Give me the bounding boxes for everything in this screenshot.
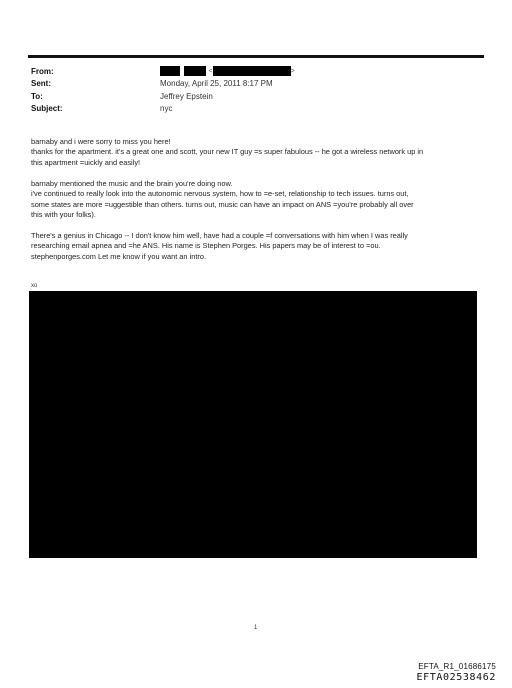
redaction-block	[29, 291, 477, 558]
sent-label: Sent:	[31, 79, 51, 89]
body-line: researching email apnea and =he ANS. His name is Stephen Porges. His papers may be of interest to =ou.	[31, 241, 381, 251]
to-value: Jeffrey Epstein	[160, 91, 213, 101]
from-row	[31, 66, 471, 78]
from-label: From:	[31, 67, 54, 76]
from-angle-open: <	[208, 68, 213, 75]
header-divider	[28, 55, 484, 58]
signoff: xo	[31, 283, 38, 289]
body-line: thanks for the apartment. it's a great one and scott, your new IT guy =s super fabulous -- he got a wireless network up in	[31, 147, 424, 157]
subject-value: nyc	[160, 103, 173, 113]
email-header	[31, 66, 471, 115]
redaction-from-email	[213, 66, 291, 76]
sent-row	[31, 78, 471, 90]
body-line: There's a genius in Chicago -- I don't know him well, have had a couple =f conversations with him when I was really	[31, 230, 408, 240]
to-label: To:	[31, 91, 43, 101]
from-angle-close: >	[290, 68, 295, 75]
body-paragraph-2	[31, 179, 486, 221]
subject-row	[31, 103, 471, 115]
body-line: barnaby and i were sorry to miss you here!	[31, 137, 171, 146]
redaction-from-second	[184, 66, 206, 76]
body-paragraph-3	[31, 231, 486, 262]
body-line: some states are more =uggestible than others. turns out, music can have an impact on ANS =you're probably all over	[31, 199, 414, 209]
document-id-secondary: EFTA02538462	[416, 672, 496, 683]
from-value	[160, 66, 295, 78]
body-paragraph-1	[31, 137, 486, 168]
body-line: this apartment =uickly and easily!	[31, 157, 141, 167]
body-line: this with your folks).	[31, 209, 96, 219]
document-id-primary: EFTA_R1_01686175	[418, 662, 496, 671]
body-line: barnaby mentioned the music and the brain you're doing now.	[31, 178, 233, 188]
sent-value: Monday, April 25, 2011 8:17 PM	[160, 79, 273, 89]
body-line: stephenporges.com Let me know if you want an intro.	[31, 251, 207, 261]
page-number: 1	[254, 625, 258, 631]
email-body	[31, 137, 486, 273]
redaction-from-first	[160, 66, 180, 76]
subject-label: Subject:	[31, 103, 63, 113]
to-row	[31, 91, 471, 103]
body-line: i've continued to really look into the autonomic nervous system, how to =e-set, relationship to tech issues. turns out,	[31, 189, 409, 199]
